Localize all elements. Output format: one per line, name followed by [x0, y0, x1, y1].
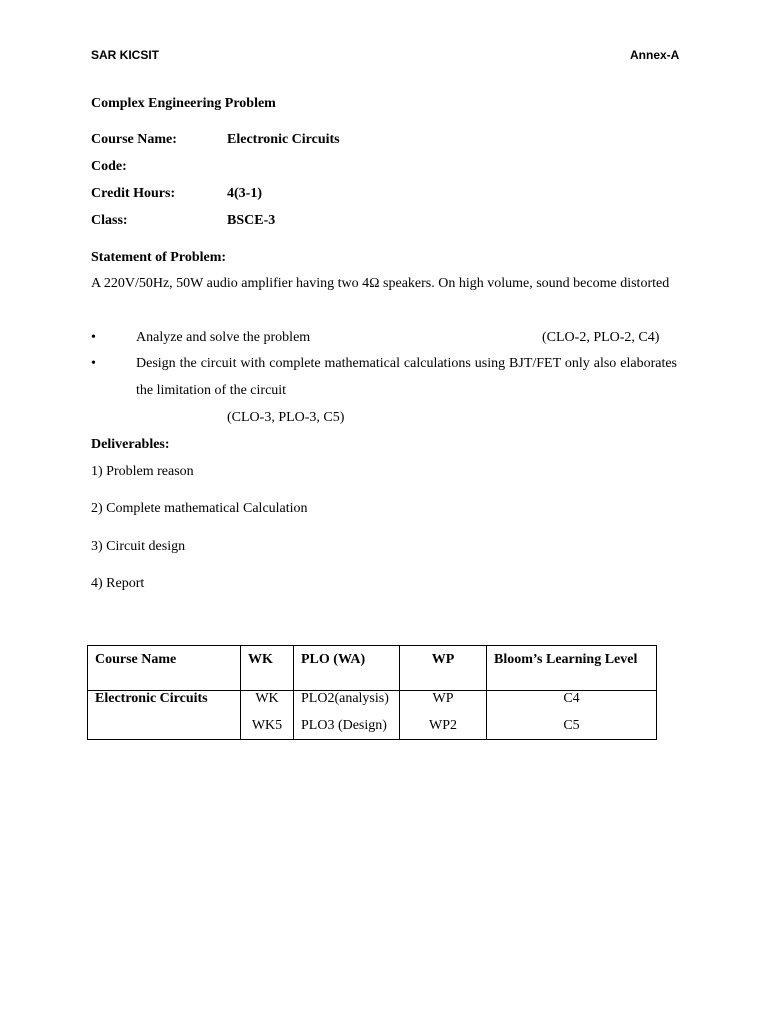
- table-cell-text: WK: [255, 691, 279, 706]
- bullet-text-1: Analyze and solve the problem: [136, 330, 311, 345]
- info-value-class: BSCE-3: [227, 213, 276, 228]
- deliverables-heading: Deliverables:: [91, 437, 170, 452]
- info-value-course-name: Electronic Circuits: [227, 132, 340, 147]
- table-row: [88, 691, 657, 740]
- table-header-cell: WP: [400, 646, 487, 691]
- table-cell-text: C5: [563, 718, 580, 733]
- info-label-course-name: Course Name:: [91, 132, 177, 147]
- deliverable-item: 3) Circuit design: [91, 539, 186, 554]
- table-cell-text: PLO3 (Design): [301, 718, 387, 733]
- table-cell-text: C4: [563, 691, 580, 706]
- table-header-cell: PLO (WA): [294, 646, 400, 691]
- table-cell-text: PLO2(analysis): [301, 691, 389, 706]
- document-title: Complex Engineering Problem: [91, 96, 276, 111]
- bullet-tag-2: (CLO-3, PLO-3, C5): [227, 410, 345, 425]
- table-cell-text: WP2: [429, 718, 457, 733]
- deliverable-item: 1) Problem reason: [91, 464, 194, 479]
- table-header-cell: Bloom’s Learning Level: [487, 646, 657, 691]
- header-left: SAR KICSIT: [91, 48, 160, 62]
- table-cell-text: Electronic Circuits: [95, 691, 208, 706]
- deliverable-item: 2) Complete mathematical Calculation: [91, 501, 308, 516]
- statement-text: A 220V/50Hz, 50W audio amplifier having two 4Ω speakers. On high volume, sound become distorted: [91, 276, 670, 291]
- table-cell-text: WK5: [251, 718, 283, 733]
- table-cell-text: WP: [432, 691, 454, 706]
- course-mapping-table: [87, 645, 657, 740]
- table-cell-wp: [400, 691, 487, 740]
- bullet-tag-1: (CLO-2, PLO-2, C4): [542, 330, 660, 345]
- table-cell-plo: [294, 691, 400, 740]
- header-right: Annex-A: [630, 48, 680, 62]
- info-label-credit-hours: Credit Hours:: [91, 186, 176, 201]
- info-label-class: Class:: [91, 213, 128, 228]
- statement-heading: Statement of Problem:: [91, 250, 227, 265]
- info-value-credit-hours: 4(3-1): [227, 186, 262, 201]
- bullet-mark-1: •: [91, 330, 96, 345]
- table-header-row: [88, 646, 657, 691]
- bullet-mark-2: •: [91, 356, 96, 371]
- deliverable-item: 4) Report: [91, 576, 145, 591]
- table-cell-bloom: [487, 691, 657, 740]
- table-header-cell: WK: [241, 646, 294, 691]
- info-label-code: Code:: [91, 159, 127, 174]
- table-header-cell: Course Name: [88, 646, 241, 691]
- table-cell-course: [88, 691, 241, 740]
- table-cell-wk: [241, 691, 294, 740]
- bullet-text-2: Design the circuit with complete mathematical calculations using BJT/FET only also elaborates the limitation of the circuit: [136, 356, 677, 398]
